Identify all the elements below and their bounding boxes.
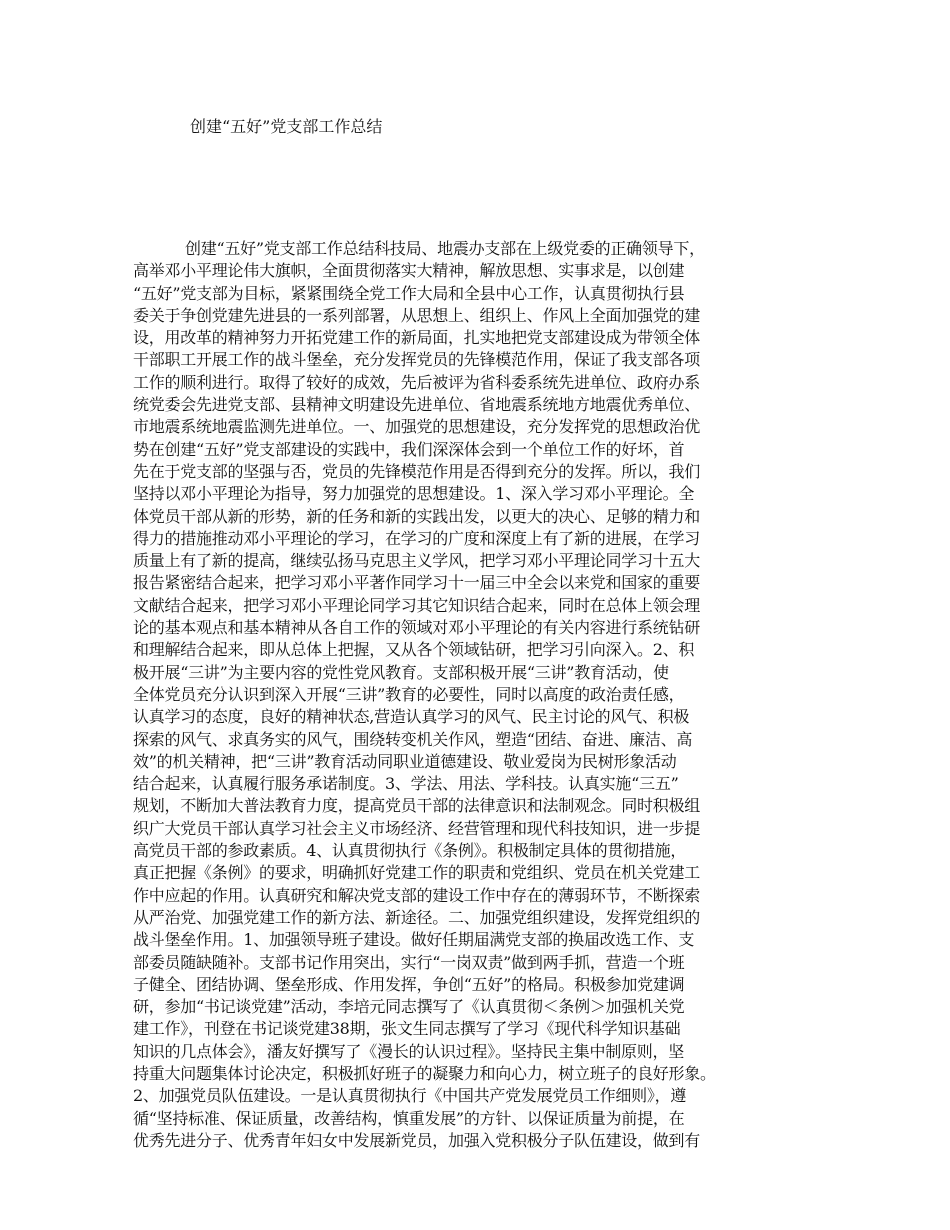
body-text-line: 真正把握《条例》的要求，明确抓好党建工作的职责和党组织、党员在机关党建工 [133, 863, 701, 883]
body-text-line: 市地震系统地震监测先进单位。一、加强党的思想建设，充分发挥党的思想政治优 [133, 417, 701, 437]
body-text-line: 2、加强党员队伍建设。一是认真贯彻执行《中国共产党发展党员工作细则》，遵 [133, 1086, 687, 1106]
body-text-line: 坚持以邓小平理论为指导，努力加强党的思想建设。1、深入学习邓小平理论。全 [133, 484, 695, 504]
body-text-line: 创建“五好”党支部工作总结科技局、地震办支部在上级党委的正确领导下， [185, 239, 705, 258]
body-text-line: 循“坚持标准、保证质量，改善结构，慎重发展”的方针、以保证质量为前提，在 [133, 1108, 685, 1128]
body-text-line: 论的基本观点和基本精神从各自工作的领域对邓小平理论的有关内容进行系统钻研 [133, 618, 701, 638]
body-text-line: 从严治党、加强党建工作的新方法、新途径。二、加强党组织建设，发挥党组织的 [133, 907, 701, 927]
body-text-line: 高举邓小平理论伟大旗帜，全面贯彻落实大精神，解放思想、实事求是，以创建 [133, 261, 685, 281]
body-text-line: 和理解结合起来，即从总体上把握，又从各个领域钻研，把学习引向深入。2、积 [133, 640, 695, 660]
body-text-line: 体党员干部从新的形势，新的任务和新的实践出发，以更大的决心、足够的精力和 [133, 506, 701, 526]
body-text-line: 势在创建“五好”党支部建设的实践中，我们深深体会到一个单位工作的好坏，首 [133, 439, 685, 459]
body-text-line: 工作的顺利进行。取得了较好的成效，先后被评为省科委系统先进单位、政府办系 [133, 372, 701, 392]
body-text-line: 认真学习的态度，良好的精神状态,营造认真学习的风气、民主讨论的风气、积极 [133, 707, 690, 727]
body-text-line: 质量上有了新的提高，继续弘扬马克思主义学风，把学习邓小平理论同学习十五大 [133, 551, 701, 571]
body-text-line: 干部职工开展工作的战斗堡垒，充分发挥党员的先锋模范作用，保证了我支部各项 [133, 350, 701, 370]
body-text-line: 报告紧密结合起来，把学习邓小平著作同学习十一届三中全会以来党和国家的重要 [133, 573, 701, 593]
body-text-line: 优秀先进分子、优秀青年妇女中发展新党员，加强入党积极分子队伍建设，做到有 [133, 1130, 701, 1150]
body-text-line: 先在于党支部的坚强与否，党员的先锋模范作用是否得到充分的发挥。所以，我们 [133, 461, 701, 481]
body-text-line: “五好”党支部为目标，紧紧围绕全党工作大局和全县中心工作，认真贯彻执行县 [133, 283, 685, 303]
body-text-line: 得力的措施推动邓小平理论的学习，在学习的广度和深度上有了新的进展，在学习 [133, 528, 701, 548]
body-text-line: 建工作》，刊登在书记谈党建38期，张文生同志撰写了学习《现代科学知识基础 [133, 1019, 681, 1039]
body-text-line: 探索的风气、求真务实的风气，围绕转变机关作风，塑造“团结、奋进、廉洁、高 [133, 729, 693, 749]
body-text-line: 全体党员充分认识到深入开展“三讲”教育的必要性，同时以高度的政治责任感， [133, 684, 685, 704]
body-text-line: 委关于争创党建先进县的一系列部署，从思想上、组织上、作风上全面加强党的建 [133, 305, 701, 325]
body-text-line: 统党委会先进党支部、县精神文明建设先进单位、省地震系统地方地震优秀单位、 [133, 395, 701, 415]
body-text-line: 极开展“三讲”为主要内容的党性党风教育。支部积极开展“三讲”教育活动，使 [133, 662, 669, 682]
body-text-line: 规划，不断加大普法教育力度，提高党员干部的法律意识和法制观念。同时积极组 [133, 796, 701, 816]
body-text-line: 知识的几点体会》，潘友好撰写了《漫长的认识过程》。坚持民主集中制原则，坚 [133, 1041, 685, 1061]
body-text-line: 战斗堡垒作用。1、加强领导班子建设。做好任期届满党支部的换届改选工作、支 [133, 930, 695, 950]
body-text-line: 设，用改革的精神努力开拓党建工作的新局面，扎实地把党支部建设成为带领全体 [133, 328, 701, 348]
body-text-line: 高党员干部的参政素质。4、认真贯彻执行《条例》。积极制定具体的贯彻措施， [133, 841, 687, 861]
body-text-line: 结合起来，认真履行服务承诺制度。3、学法、用法、学科技。认真实施“三五” [133, 774, 679, 794]
body-text-line: 持重大问题集体讨论决定，积极抓好班子的凝聚力和向心力，树立班子的良好形象。 [133, 1063, 716, 1083]
document-body [133, 238, 823, 1152]
body-text-line: 织广大党员干部认真学习社会主义市场经济、经营管理和现代科技知识，进一步提 [133, 818, 701, 838]
body-text-line: 部委员随缺随补。支部书记作用突出，实行“一岗双责”做到两手抓，营造一个班 [133, 952, 685, 972]
body-text-line: 文献结合起来，把学习邓小平理论同学习其它知识结合起来，同时在总体上领会理 [133, 595, 701, 615]
body-text-line: 子健全、团结协调、堡垒形成、作用发挥，争创“五好”的格局。积极参加党建调 [133, 974, 685, 994]
body-text-line: 效”的机关精神，把“三讲”教育活动同职业道德建设、敬业爱岗为民树形象活动 [133, 751, 677, 771]
body-text-line: 研，参加“书记谈党建”活动，李培元同志撰写了《认真贯彻＜条例＞加强机关党 [133, 997, 685, 1017]
document-title: 创建“五好”党支部工作总结 [190, 117, 383, 136]
body-text-line: 作中应起的作用。认真研究和解决党支部的建设工作中存在的薄弱环节，不断探索 [133, 885, 701, 905]
